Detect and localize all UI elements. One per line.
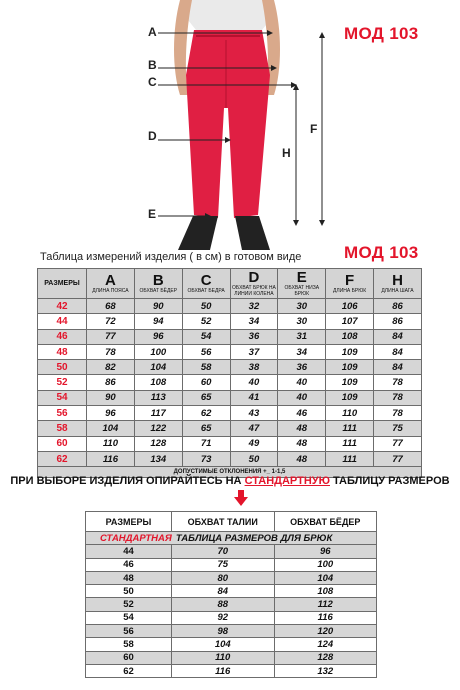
table-row <box>86 545 377 558</box>
right-shoe-shape <box>235 216 270 250</box>
measurement-cell: 90 <box>134 299 182 314</box>
column-header-e <box>278 269 326 299</box>
measurement-cell: 111 <box>326 451 374 466</box>
size-cell: 54 <box>86 611 172 624</box>
measurement-cell: 52 <box>182 314 230 329</box>
measurement-cell: 41 <box>230 390 278 405</box>
label-d: D <box>148 129 157 143</box>
measurement-cell: 78 <box>87 344 135 359</box>
measurement-cell: 38 <box>230 360 278 375</box>
measurement-cell: 100 <box>274 558 377 571</box>
down-arrow-icon <box>234 490 248 506</box>
measurement-cell: 43 <box>230 406 278 421</box>
size-cell: 60 <box>38 436 87 451</box>
measurement-cell: 36 <box>230 329 278 344</box>
column-description: ДЛИНА ПОЯСА <box>92 288 129 294</box>
measurement-cell: 50 <box>230 451 278 466</box>
tolerance-note: ДОПУСТИМЫЕ ОТКЛОНЕНИЯ +_ 1-1,5 <box>38 467 422 478</box>
model-title-top: МОД 103 <box>344 24 419 43</box>
table-row <box>86 558 377 571</box>
measurement-cell: 90 <box>87 390 135 405</box>
measurement-table-body <box>38 299 422 467</box>
measurement-cell: 112 <box>274 598 377 611</box>
table-row <box>38 451 422 466</box>
column-description: ОБХВАТ НИЗА БРЮК <box>284 285 320 297</box>
model-title-table: МОД 103 <box>344 243 419 262</box>
column-header-c <box>182 269 230 299</box>
size-cell: 44 <box>86 545 172 558</box>
measurement-cell: 96 <box>87 406 135 421</box>
column-letter: H <box>392 272 403 289</box>
label-a: A <box>148 25 157 39</box>
measurement-cell: 104 <box>274 571 377 584</box>
standard-table-body <box>86 545 377 678</box>
label-b: B <box>148 58 157 72</box>
table-row <box>38 406 422 421</box>
column-header-d <box>230 269 278 299</box>
measurement-cell: 77 <box>374 436 422 451</box>
size-cell: 44 <box>38 314 87 329</box>
measurement-cell: 117 <box>134 406 182 421</box>
measurement-table-header <box>38 269 422 299</box>
measurement-cell: 40 <box>278 390 326 405</box>
measurement-cell: 96 <box>274 545 377 558</box>
measurement-cell: 80 <box>172 571 275 584</box>
measurement-cell: 134 <box>134 451 182 466</box>
size-cell: 52 <box>86 598 172 611</box>
std-header-hips: ОБХВАТ БЁДЕР <box>274 512 377 532</box>
measurement-cell: 116 <box>274 611 377 624</box>
measurement-cell: 92 <box>172 611 275 624</box>
notice-text-end: ТАБЛИЦУ РАЗМЕРОВ <box>329 475 450 487</box>
size-cell: 56 <box>38 406 87 421</box>
measurement-cell: 48 <box>278 421 326 436</box>
measurement-cell: 48 <box>278 451 326 466</box>
measurement-cell: 108 <box>274 585 377 598</box>
size-cell: 54 <box>38 390 87 405</box>
label-c: C <box>148 75 157 89</box>
measurement-cell: 77 <box>87 329 135 344</box>
measurement-cell: 36 <box>278 360 326 375</box>
column-letter: A <box>105 272 116 289</box>
standard-table-header <box>86 512 377 532</box>
measurement-cell: 86 <box>87 375 135 390</box>
measurement-cell: 132 <box>274 664 377 677</box>
measurement-cell: 98 <box>172 625 275 638</box>
measurement-cell: 48 <box>278 436 326 451</box>
size-cell: 62 <box>86 664 172 677</box>
measurement-cell: 54 <box>182 329 230 344</box>
measurement-cell: 31 <box>278 329 326 344</box>
size-cell: 58 <box>38 421 87 436</box>
column-header-b <box>134 269 182 299</box>
measurement-cell: 72 <box>87 314 135 329</box>
column-header-f <box>326 269 374 299</box>
standard-caption-rest: ТАБЛИЦА РАЗМЕРОВ ДЛЯ БРЮК <box>175 532 333 544</box>
measurement-cell: 110 <box>87 436 135 451</box>
column-header-a <box>87 269 135 299</box>
size-cell: 60 <box>86 651 172 664</box>
size-cell: 48 <box>86 571 172 584</box>
measurement-cell: 84 <box>374 360 422 375</box>
blouse-shape <box>186 0 270 30</box>
standard-size-table <box>85 511 377 678</box>
size-cell: 56 <box>86 625 172 638</box>
label-e: E <box>148 207 157 221</box>
measurement-cell: 40 <box>278 375 326 390</box>
column-description: ОБХВАТ БЕДРА <box>187 288 225 294</box>
measurement-cell: 104 <box>172 638 275 651</box>
measurement-cell: 110 <box>326 406 374 421</box>
standard-table-caption <box>86 532 377 545</box>
measurement-cell: 109 <box>326 360 374 375</box>
measurement-cell: 71 <box>182 436 230 451</box>
label-f: F <box>310 122 318 136</box>
measurement-cell: 113 <box>134 390 182 405</box>
column-letter: D <box>248 269 260 286</box>
measurement-cell: 128 <box>134 436 182 451</box>
std-header-waist: ОБХВАТ ТАЛИИ <box>172 512 275 532</box>
measurement-table <box>37 268 422 478</box>
table-row <box>86 625 377 638</box>
measurement-cell: 77 <box>374 451 422 466</box>
measurement-cell: 84 <box>172 585 275 598</box>
measurement-cell: 78 <box>374 390 422 405</box>
measurement-cell: 30 <box>278 299 326 314</box>
size-cell: 58 <box>86 638 172 651</box>
measurement-cell: 110 <box>172 651 275 664</box>
measurement-cell: 116 <box>172 664 275 677</box>
measurement-cell: 124 <box>274 638 377 651</box>
table-row <box>38 375 422 390</box>
table-row <box>38 344 422 359</box>
measurement-cell: 109 <box>326 344 374 359</box>
size-cell: 52 <box>38 375 87 390</box>
table-row <box>38 390 422 405</box>
table-row <box>86 664 377 677</box>
measurement-cell: 46 <box>278 406 326 421</box>
measurement-cell: 111 <box>326 436 374 451</box>
table-row <box>38 421 422 436</box>
measurement-cell: 100 <box>134 344 182 359</box>
measurement-cell: 56 <box>182 344 230 359</box>
measurement-cell: 58 <box>182 360 230 375</box>
column-description: ДЛИНА БРЮК <box>333 288 367 294</box>
column-description: ОБХВАТ БЁДЕР <box>139 288 178 294</box>
table-row <box>38 436 422 451</box>
left-shoe-shape <box>178 216 218 250</box>
measurement-cell: 96 <box>134 329 182 344</box>
column-letter: E <box>296 269 307 286</box>
size-cell: 48 <box>38 344 87 359</box>
measurement-cell: 32 <box>230 299 278 314</box>
trousers-measurement-figure <box>0 0 460 250</box>
table-row <box>38 299 422 314</box>
measurement-cell: 78 <box>374 375 422 390</box>
measurement-cell: 75 <box>172 558 275 571</box>
trousers-shape <box>186 30 270 218</box>
measurement-cell: 116 <box>87 451 135 466</box>
column-description: ОБХВАТ БРЮК НА ЛИНИИ КОЛЕНА <box>232 285 276 297</box>
measurement-cell: 84 <box>374 329 422 344</box>
notice-text-start: ПРИ ВЫБОРЕ ИЗДЕЛИЯ ОПИРАЙТЕСЬ НА <box>10 475 245 487</box>
measurement-cell: 65 <box>182 390 230 405</box>
measurement-cell: 104 <box>87 421 135 436</box>
measurement-cell: 120 <box>274 625 377 638</box>
measurement-cell: 37 <box>230 344 278 359</box>
column-letter: B <box>152 272 164 289</box>
size-cell: 46 <box>38 329 87 344</box>
table-row <box>86 651 377 664</box>
size-cell: 42 <box>38 299 87 314</box>
label-h: H <box>282 146 291 160</box>
measurement-cell: 84 <box>374 344 422 359</box>
measurement-cell: 65 <box>182 421 230 436</box>
measurement-cell: 109 <box>326 375 374 390</box>
measurement-cell: 49 <box>230 436 278 451</box>
measurement-cell: 86 <box>374 299 422 314</box>
size-cell: 46 <box>86 558 172 571</box>
standard-caption-highlight: СТАНДАРТНАЯ <box>100 532 172 544</box>
size-cell: 50 <box>86 585 172 598</box>
column-letter: C <box>200 272 212 289</box>
measurement-cell: 30 <box>278 314 326 329</box>
table-row <box>38 314 422 329</box>
table-row <box>38 329 422 344</box>
measurement-cell: 106 <box>326 299 374 314</box>
measurement-cell: 50 <box>182 299 230 314</box>
measurement-cell: 60 <box>182 375 230 390</box>
measurement-cell: 109 <box>326 390 374 405</box>
table-row <box>86 611 377 624</box>
std-header-sizes: РАЗМЕРЫ <box>86 512 172 532</box>
sizes-column-header: РАЗМЕРЫ <box>38 269 87 299</box>
measurement-cell: 34 <box>230 314 278 329</box>
measurement-table-caption: Таблица измерений изделия ( в см) в готовом виде <box>40 251 302 263</box>
column-header-h <box>374 269 422 299</box>
measurement-cell: 94 <box>134 314 182 329</box>
size-selection-notice <box>0 475 460 487</box>
column-letter: F <box>345 272 355 289</box>
table-row <box>86 598 377 611</box>
measurement-cell: 82 <box>87 360 135 375</box>
measurement-cell: 34 <box>278 344 326 359</box>
table-row <box>86 571 377 584</box>
notice-highlight: СТАНДАРТНУЮ <box>244 475 330 487</box>
size-cell: 50 <box>38 360 87 375</box>
table-row <box>38 360 422 375</box>
table-row <box>86 585 377 598</box>
measurement-cell: 86 <box>374 314 422 329</box>
column-description: ДЛИНА ШАГА <box>381 288 414 294</box>
size-cell: 62 <box>38 451 87 466</box>
measurement-cell: 107 <box>326 314 374 329</box>
measurement-cell: 47 <box>230 421 278 436</box>
measurement-cell: 70 <box>172 545 275 558</box>
table-row <box>86 638 377 651</box>
measurement-cell: 78 <box>374 406 422 421</box>
measurement-cell: 128 <box>274 651 377 664</box>
measurement-cell: 73 <box>182 451 230 466</box>
measurement-cell: 122 <box>134 421 182 436</box>
measurement-cell: 62 <box>182 406 230 421</box>
measurement-cell: 88 <box>172 598 275 611</box>
measurement-cell: 108 <box>326 329 374 344</box>
measurement-cell: 111 <box>326 421 374 436</box>
measurement-cell: 75 <box>374 421 422 436</box>
measurement-cell: 108 <box>134 375 182 390</box>
measurement-cell: 40 <box>230 375 278 390</box>
measurement-cell: 104 <box>134 360 182 375</box>
measurement-cell: 68 <box>87 299 135 314</box>
